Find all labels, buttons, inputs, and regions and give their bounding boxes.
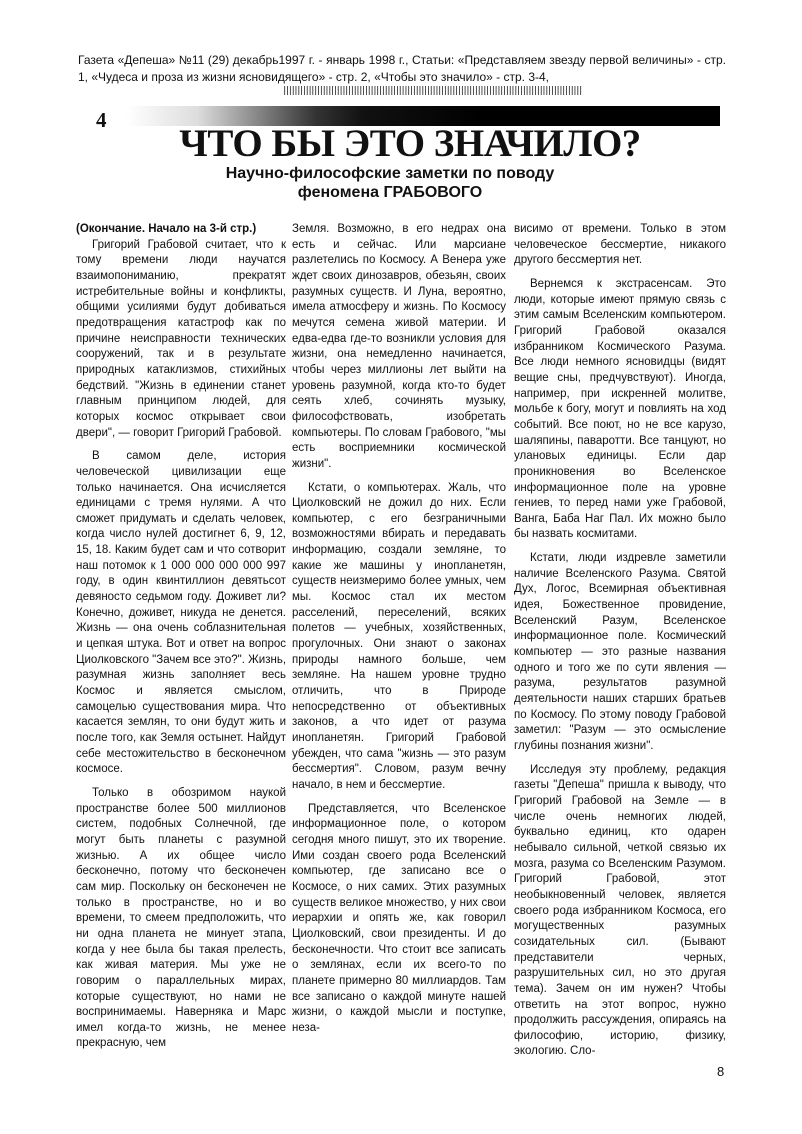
paragraph: В самом деле, история человеческой цивилизации еще только начинается. Она исчисляется единицами с тремя нулями. А что сможет придумать и сделать человек, когда число нулей достигнет 6, 9, 12, 15, 18. Каким будет сам и что сотворит наш потомок к 1 000 000 000 000 997 году, в один квинтиллион девятьсот девяносто седьмом году. Доживет ли? Конечно, доживет, никуда не денется. Жизнь — она очень соблазнительная и цепкая штука. Вот и ответ на вопрос Циолковского "Зачем все это?". Жизнь, разумная жизнь заполняет весь Космос и является смыслом, самоцелью существования мира. Что касается землян, то они будут жить и после того, как Земля остынет. Найдут себе местожительство в бесконечном космосе.	[76, 450, 287, 776]
paragraph: Исследуя эту проблему, редакция газеты "Депеша" пришла к выводу, что Григорий Грабовой на Земле — в числе очень немногих людей, буквально единиц, кто одарен небывало сильной, четкой связью их мозга, разума со Вселенским Разумом. Григорий Грабовой, этот необыкновенный человек, является своего рода избранником Космоса, его могущественных разумных созидательных сил. (Бывают представители черных, разрушительных сил, но это другая тема). Зачем он им нужен? Чтобы ответить на этот вопрос, нужно продолжить рассуждения, опираясь на философию, историю, физику, экологию. Сло-	[514, 763, 726, 1058]
paragraph: висимо от времени. Только в этом человеческое бессмертие, никакого другого бессмертия нет.	[514, 223, 726, 267]
column-3	[514, 222, 726, 1060]
header-citation: Газета «Депеша» №11 (29) декабрь1997 г. - январь 1998 г., Статьи: «Представляем звезду первой величины» - стр. 1, «Чудеса и проза из жизни ясновидящего» - стр. 2, «Чтобы это значило» - стр. 3-4,	[78, 53, 726, 84]
subtitle-line-2: феномена ГРАБОВОГО	[297, 184, 483, 201]
column-1	[76, 222, 286, 1052]
separator-line: ||||||||||||||||||||||||||||||||||||||||||||||||||||||||||||||||||||||||||||||||||||||||||||||||||||||||||	[282, 86, 581, 96]
paragraph: Кстати, о компьютерах. Жаль, что Циолковский не дожил до них. Если компьютер, с его безграничными возможностями вбирать и передавать информацию, создали земляне, то какие же машины у инопланетян, существ неизмеримо более умных, чем мы. Космос стал их местом расселений, переселений, всяких полетов — учебных, хозяйственных, прогулочных. Они знают о законах природы намного больше, чем земляне. На нашем уровне трудно отличить, что в Природе непосредственно от объективных законов, а что идет от разума инопланетян. Григорий Грабовой убежден, что сама "жизнь — это разум бессмертия". Словом, разум вечну начало, в нем и бессмертие.	[292, 481, 506, 791]
page-number-top: 4	[96, 108, 107, 132]
column-2	[292, 222, 506, 1036]
article-title: ЧТО БЫ ЭТО ЗНАЧИЛО?	[179, 122, 641, 165]
paragraph: Вернемся к экстрасенсам. Это люди, которые имеют прямую связь с этим самым Вселенским компьютером. Григорий Грабовой оказался избранником Космического Разума. Все люди немного ясновидцы (видят вещие сны, предчувствуют). Иногда, например, при искренней молитве, мольбе к богу, могут и повлиять на ход событий. Все поют, но не все карузо, шаляпины, паваротти. Все танцуют, но улановых единицы. Если дар проникновения во Вселенское информационное поле на уровне гениев, то перед нами уже Грабовой, Ванга, Баба Наг Пал. Их можно было бы назвать космитами.	[514, 277, 726, 541]
paragraph: Григорий Грабовой считает, что к тому времени люди научатся взаимопониманию, прекратят истребительные войны и конфликты, общими усилиями будут добиваться предотвращения катастроф как по причине неисправности технических сооружений, так и в результате природных катаклизмов, стихийных бедствий. "Жизнь в единении станет главным принципом людей, для которых космос открывает свои двери", — говорит Григорий Грабовой.	[76, 238, 286, 439]
page-number-bottom: 8	[717, 1064, 725, 1079]
article-subtitle	[200, 164, 580, 202]
continuation-note: (Окончание. Начало на 3-й стр.)	[76, 223, 257, 235]
paragraph: Представляется, что Вселенское информационное поле, о котором сегодня много пишут, это их творение. Ими создан своего рода Вселенский компьютер, где записано все о Космосе, о них самих. Этих разумных существ великое множество, у них свои иерархии и опять же, как говорил Циолковский, свои президенты. И до бесконечности. Что стоит все записать о землянах, если их всего-то по планете примерно 80 миллиардов. Там все записано о каждой минуте нашей жизни, о каждой мысли и поступке, неза-	[292, 802, 506, 1034]
paragraph: Кстати, люди издревле заметили наличие Вселенского Разума. Святой Дух, Логос, Всемирная объективная идея, Божественное провидение, Вселенский Разум, Вселенское информационное поле. Космический компьютер — это разные названия одного и того же по сути явления — разума, результатов разумной деятельности наших старших братьев по Космосу. По этому поводу Грабовой заметил: "Разум — это осмысление глубины познания жизни".	[514, 552, 726, 752]
paragraph: Земля. Возможно, в его недрах она есть и сейчас. Или марсиане разлетелись по Космосу. А Венера уже ждет своих динозавров, обезьян, своих разумных существ. И Луна, вероятно, имела атмосферу и жизнь. По Космосу мечутся семена живой материи. И едва-едва где-то возникли условия для жизни, она немедленно начинается, чтобы через миллионы лет выйти на уровень разумной, когда кто-то будет сеять хлеб, сочинять музыку, философствовать, изобретать компьютеры. По словам Грабового, "мы есть восприемники космической жизни".	[292, 223, 506, 470]
subtitle-line-1: Научно-философские заметки по поводу	[225, 165, 555, 182]
paragraph: Только в обозримом наукой пространстве более 500 миллионов систем, подобных Солнечной, где могут быть планеты с разумной жизнью. А их общее число бесконечно, потому что бесконечен сам мир. Поскольку он бесконечен не только в пространстве, но и во времени, то смеем предположить, что ни одна планета не минует этапа, когда у нее была бы такая прелесть, как живая материя. Мы уже не говорим о параллельных мирах, которые существуют, но нами не воспринимаемы. Наверняка и Марс имел когда-то жизнь, не менее прекрасную, чем	[76, 786, 286, 1050]
